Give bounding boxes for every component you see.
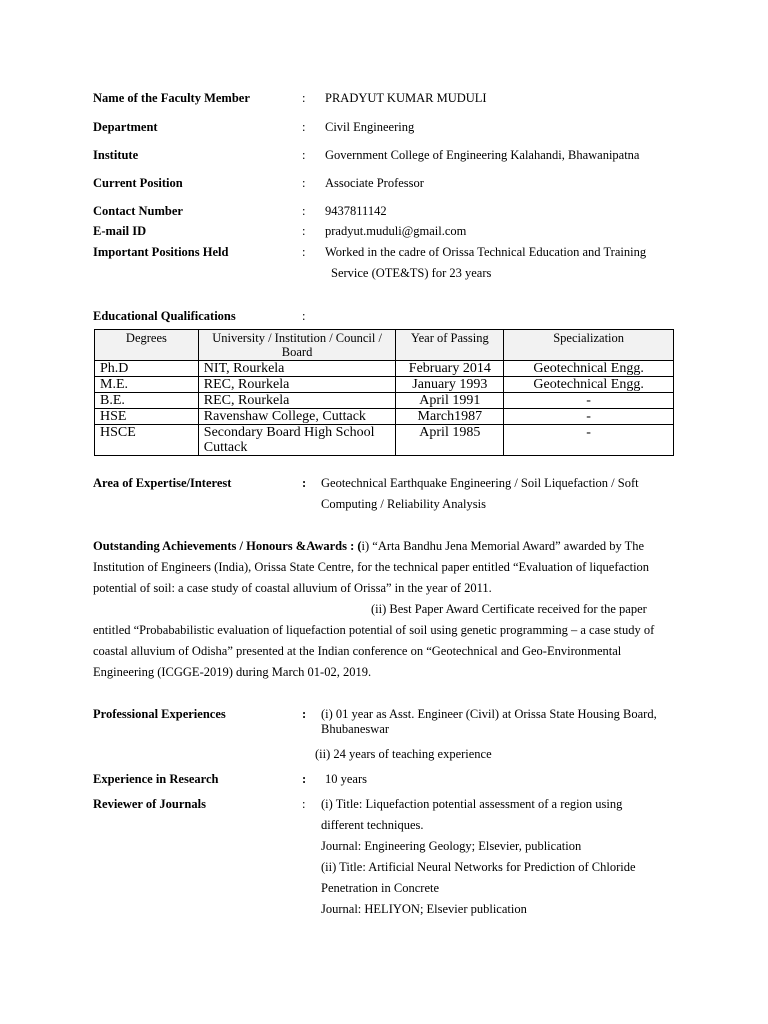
institution-cell: REC, Rourkela	[198, 393, 396, 409]
achievements-line	[93, 539, 644, 554]
professional-value-2: (ii) 24 years of teaching experience	[315, 747, 492, 761]
table-row	[95, 377, 674, 393]
institution-cell: NIT, Rourkela	[198, 361, 396, 377]
year-cell: April 1991	[396, 393, 504, 409]
reviewer-line: different techniques.	[321, 818, 424, 832]
achievement-text: Engineering (ICGGE-2019) during March 01-02, 2019.	[93, 665, 372, 679]
achievement-text: Institution of Engineers (India), Orissa State Centre, for the technical paper entitled “Evaluation of liquefaction	[93, 560, 650, 574]
colon: :	[302, 309, 306, 323]
degree-cell: Ph.D	[95, 361, 199, 377]
department-value: Civil Engineering	[325, 120, 415, 134]
reviewer-label: Reviewer of Journals	[93, 797, 206, 811]
reviewer-line: (ii) Title: Artificial Neural Networks for Prediction of Chloride	[321, 860, 636, 874]
contact-number-label: Contact Number	[93, 204, 183, 218]
education-label: Educational Qualifications	[93, 309, 236, 323]
reviewer-line: (i) Title: Liquefaction potential assessment of a region using	[321, 797, 623, 811]
specialization-cell: -	[504, 425, 674, 456]
institution-cell: Secondary Board High School Cuttack	[198, 425, 396, 456]
institute-value: Government College of Engineering Kalahandi, Bhawanipatna	[325, 148, 640, 162]
professional-value: (i) 01 year as Asst. Engineer (Civil) at Orissa State Housing Board,	[321, 707, 657, 721]
positions-held-value: Worked in the cadre of Orissa Technical Education and Training	[325, 245, 647, 259]
achievement-text: potential of soil: a case study of coastal alluvium of Orissa” in the year of 2011.	[93, 581, 492, 595]
expertise-value: Geotechnical Earthquake Engineering / Soil Liquefaction / Soft	[321, 476, 639, 490]
table-row	[95, 425, 674, 456]
colon: :	[302, 476, 307, 490]
achievements-label: Outstanding Achievements / Honours &Awards :	[93, 539, 358, 553]
education-table	[94, 329, 674, 456]
professional-label: Professional Experiences	[93, 707, 226, 721]
current-position-value: Associate Professor	[325, 176, 424, 190]
research-label: Experience in Research	[93, 772, 219, 786]
faculty-name-label: Name of the Faculty Member	[93, 91, 250, 105]
specialization-cell: Geotechnical Engg.	[504, 361, 674, 377]
positions-held-value-cont: Service (OTE&TS) for 23 years	[331, 266, 492, 280]
colon: :	[302, 707, 307, 721]
colon: :	[302, 91, 306, 105]
colon: :	[302, 224, 306, 238]
expertise-value-cont: Computing / Reliability Analysis	[321, 497, 486, 511]
colon: :	[302, 176, 306, 190]
expertise-label: Area of Expertise/Interest	[93, 476, 232, 490]
achievement-text: entitled “Probababilistic evaluation of liquefaction potential of soil using genetic programming – a case study of	[93, 623, 655, 637]
reviewer-line: Journal: HELIYON; Elsevier publication	[321, 902, 527, 916]
header-university: University / Institution / Council / Board	[198, 330, 396, 361]
table-row	[95, 409, 674, 425]
table-header-row	[95, 330, 674, 361]
email-value: pradyut.muduli@gmail.com	[325, 224, 467, 238]
department-label: Department	[93, 120, 158, 134]
positions-held-label: Important Positions Held	[93, 245, 229, 259]
institute-label: Institute	[93, 148, 139, 162]
degree-cell: HSE	[95, 409, 199, 425]
table-row	[95, 361, 674, 377]
institution-cell: REC, Rourkela	[198, 377, 396, 393]
reviewer-line: Journal: Engineering Geology; Elsevier, publication	[321, 839, 582, 853]
professional-value-cont: Bhubaneswar	[321, 722, 390, 736]
header-degrees: Degrees	[95, 330, 199, 361]
year-cell: April 1985	[396, 425, 504, 456]
achievement-text: (ii) Best Paper Award Certificate received for the paper	[371, 602, 647, 616]
colon: :	[302, 797, 306, 811]
colon: :	[302, 120, 306, 134]
reviewer-line: Penetration in Concrete	[321, 881, 440, 895]
specialization-cell: Geotechnical Engg.	[504, 377, 674, 393]
table-row	[95, 393, 674, 409]
specialization-cell: -	[504, 409, 674, 425]
achievement-text: coastal alluvium of Odisha” presented at the Indian conference on “Geotechnical and Geo-Environmental	[93, 644, 622, 658]
research-value: 10 years	[325, 772, 367, 786]
year-cell: February 2014	[396, 361, 504, 377]
email-label: E-mail ID	[93, 224, 147, 238]
institution-cell: Ravenshaw College, Cuttack	[198, 409, 396, 425]
achievement-text: i) “Arta Bandhu Jena Memorial Award” awarded by The	[361, 539, 645, 553]
year-cell: January 1993	[396, 377, 504, 393]
achievements-bracket: (	[357, 539, 362, 553]
degree-cell: B.E.	[95, 393, 199, 409]
colon: :	[302, 204, 306, 218]
specialization-cell: -	[504, 393, 674, 409]
colon: :	[302, 245, 306, 259]
year-cell: March1987	[396, 409, 504, 425]
header-specialization: Specialization	[504, 330, 674, 361]
degree-cell: M.E.	[95, 377, 199, 393]
current-position-label: Current Position	[93, 176, 183, 190]
degree-cell: HSCE	[95, 425, 199, 456]
contact-number-value: 9437811142	[325, 204, 387, 218]
colon: :	[302, 772, 307, 786]
colon: :	[302, 148, 306, 162]
header-year: Year of Passing	[396, 330, 504, 361]
faculty-name-value: PRADYUT KUMAR MUDULI	[325, 91, 487, 105]
